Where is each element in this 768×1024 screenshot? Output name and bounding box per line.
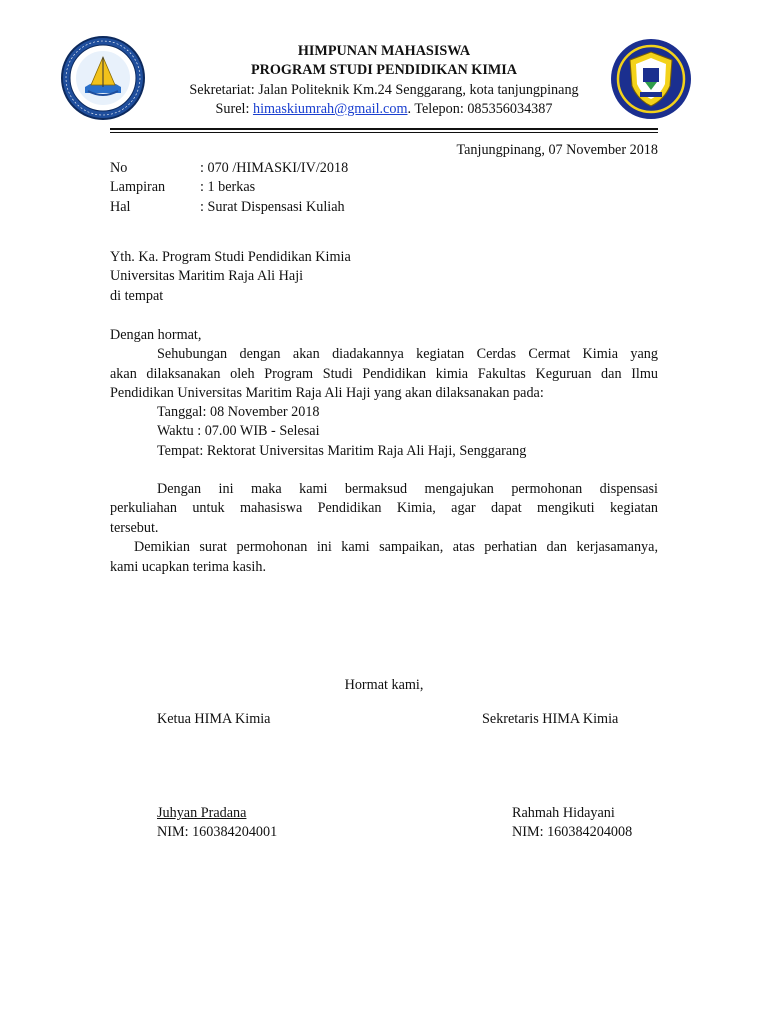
contact-line (160, 100, 608, 120)
body-text: Sehubungan dengan akan diadakannya kegiatan Cerdas Cermat Kimia yang (157, 346, 658, 362)
event-place: Tempat: Rektorat Universitas Maritim Raja Ali Haji, Senggarang (157, 443, 527, 459)
signer-nim-secretary: NIM: 160384204008 (512, 824, 633, 840)
meta-label-no: No (110, 160, 128, 176)
body-text: Dengan ini maka kami bermaksud mengajukan permohonan dispensasi (157, 481, 658, 497)
body-line (157, 345, 658, 365)
university-seal-logo (60, 35, 146, 121)
phone-text: . Telepon: 085356034387 (407, 101, 553, 117)
body-text: Demikian surat permohonan ini kami sampaikan, atas perhatian dan kerjasamanya, (134, 539, 658, 555)
email-label: Surel: (215, 101, 253, 117)
signer-role-secretary: Sekretaris HIMA Kimia (482, 711, 619, 727)
program-name: PROGRAM STUDI PENDIDIKAN KIMIA (250, 62, 518, 78)
meta-label-lampiran: Lampiran (110, 179, 166, 195)
meta-value-hal: : Surat Dispensasi Kuliah (200, 199, 345, 215)
signer-name-secretary: Rahmah Hidayani (512, 805, 615, 821)
event-date: Tanggal: 08 November 2018 (157, 404, 320, 420)
body-line (110, 499, 658, 519)
signer-name-chair: Juhyan Pradana (157, 805, 247, 821)
body-line (134, 538, 658, 558)
recipient-line: Yth. Ka. Program Studi Pendidikan Kimia (110, 249, 351, 265)
salutation: Dengan hormat, (110, 327, 202, 343)
body-text: perkuliahan untuk mahasiswa Pendidikan Kimia, agar dapat mengikuti kegiatan (110, 500, 658, 516)
body-line: kami ucapkan terima kasih. (110, 559, 267, 575)
meta-value-no: : 070 /HIMASKI/IV/2018 (200, 160, 349, 176)
header-divider (110, 128, 658, 130)
email-link[interactable]: himaskiumrah@gmail.com (252, 101, 408, 117)
recipient-line: di tempat (110, 288, 164, 304)
org-name: HIMPUNAN MAHASISWA (297, 43, 471, 59)
body-line (110, 365, 658, 385)
signer-nim-chair: NIM: 160384204001 (157, 824, 278, 840)
address-line: Sekretariat: Jalan Politeknik Km.24 Senggarang, kota tanjungpinang (189, 82, 579, 98)
himaski-shield-logo (610, 38, 692, 120)
closing: Hormat kami, (344, 677, 424, 693)
recipient-line: Universitas Maritim Raja Ali Haji (110, 268, 304, 284)
place-date: Tanjungpinang, 07 November 2018 (456, 142, 658, 158)
body-line: Pendidikan Universitas Maritim Raja Ali Haji yang akan dilaksanakan pada: (110, 385, 544, 401)
body-line: tersebut. (110, 520, 159, 536)
signer-role-chair: Ketua HIMA Kimia (157, 711, 271, 727)
meta-value-lampiran: : 1 berkas (200, 179, 256, 195)
meta-label-hal: Hal (110, 199, 131, 215)
event-time: Waktu : 07.00 WIB - Selesai (157, 423, 320, 439)
body-line (157, 480, 658, 500)
body-text: akan dilaksanakan oleh Program Studi Pendidikan kimia Fakultas Keguruan dan Ilmu (110, 366, 658, 382)
header-divider-thin (110, 132, 658, 133)
